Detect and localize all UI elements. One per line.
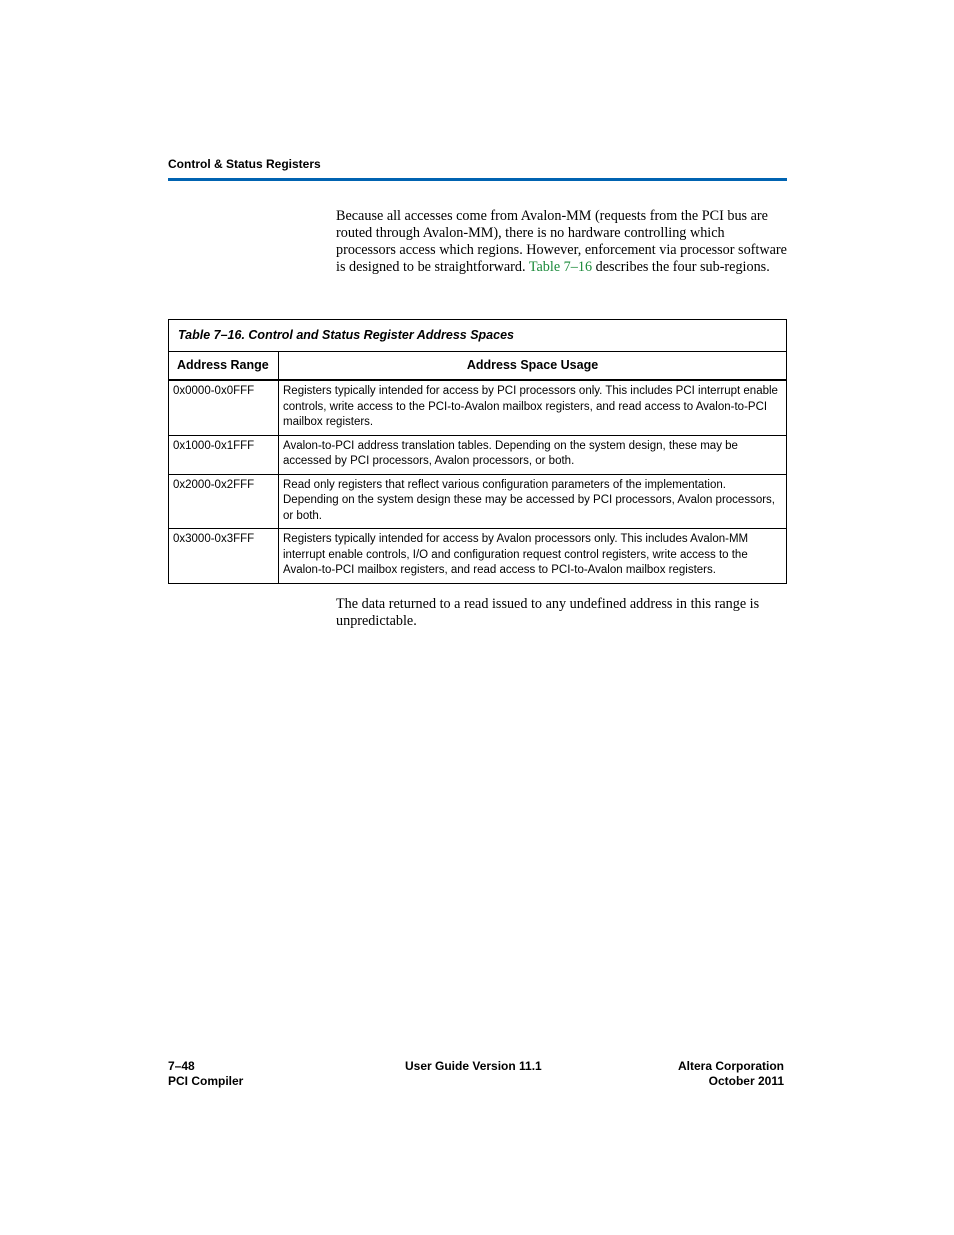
table-row bbox=[169, 474, 787, 529]
address-usage-cell: Registers typically intended for access by PCI processors only. This includes PCI interrupt enable controls, write access to the PCI-to-Avalon mailbox registers, and read access to Avalon-to-PCI mailbox registers. bbox=[279, 380, 787, 435]
footer-left bbox=[168, 1059, 243, 1089]
running-header-title: Control & Status Registers bbox=[168, 157, 321, 171]
company-name: Altera Corporation bbox=[677, 1059, 784, 1073]
header-rule bbox=[168, 178, 787, 181]
publication-date: October 2011 bbox=[708, 1074, 784, 1088]
table-row bbox=[169, 529, 787, 584]
address-range-cell: 0x1000-0x1FFF bbox=[169, 435, 279, 474]
address-usage-cell: Avalon-to-PCI address translation tables. Depending on the system design, these may be accessed by PCI processors, Avalon processors, or both. bbox=[279, 435, 787, 474]
address-usage-cell: Registers typically intended for access by Avalon processors only. This includes Avalon-MM interrupt enable controls, I/O and configuration request control registers, write access to the Avalon-to-PCI mailbox registers, and read access to PCI-to-Avalon mailbox registers. bbox=[279, 529, 787, 584]
table-caption: Table 7–16. Control and Status Register Address Spaces bbox=[169, 320, 787, 352]
address-range-cell: 0x2000-0x2FFF bbox=[169, 474, 279, 529]
page-number: 7–48 bbox=[168, 1059, 195, 1073]
intro-text-after: describes the four sub-regions. bbox=[592, 259, 770, 275]
closing-paragraph: The data returned to a read issued to any undefined address in this range is unpredictable. bbox=[336, 596, 760, 629]
footer-right bbox=[678, 1059, 784, 1089]
product-name: PCI Compiler bbox=[168, 1074, 244, 1088]
table-cross-reference-link[interactable]: Table 7–16 bbox=[528, 259, 593, 275]
table-row bbox=[169, 435, 787, 474]
column-header-address-range: Address Range bbox=[169, 352, 279, 381]
intro-paragraph bbox=[336, 208, 788, 276]
address-range-cell: 0x3000-0x3FFF bbox=[169, 529, 279, 584]
guide-version: User Guide Version 11.1 bbox=[405, 1059, 542, 1073]
column-header-address-space-usage: Address Space Usage bbox=[279, 352, 787, 381]
address-usage-cell: Read only registers that reflect various configuration parameters of the implementation. Depending on the system design these may be accessed by PCI processors, Avalon processors, or both. bbox=[279, 474, 787, 529]
address-range-cell: 0x0000-0x0FFF bbox=[169, 380, 279, 435]
address-space-table bbox=[168, 319, 787, 584]
table-row bbox=[169, 380, 787, 435]
footer-center bbox=[405, 1059, 542, 1074]
intro-text-before: Because all accesses come from Avalon-MM (requests from the PCI bus are routed through Avalon-MM), there is no hardware controlling which processors access which regions. However, enforcement via processor software is designed to be straightforward. bbox=[336, 208, 787, 275]
